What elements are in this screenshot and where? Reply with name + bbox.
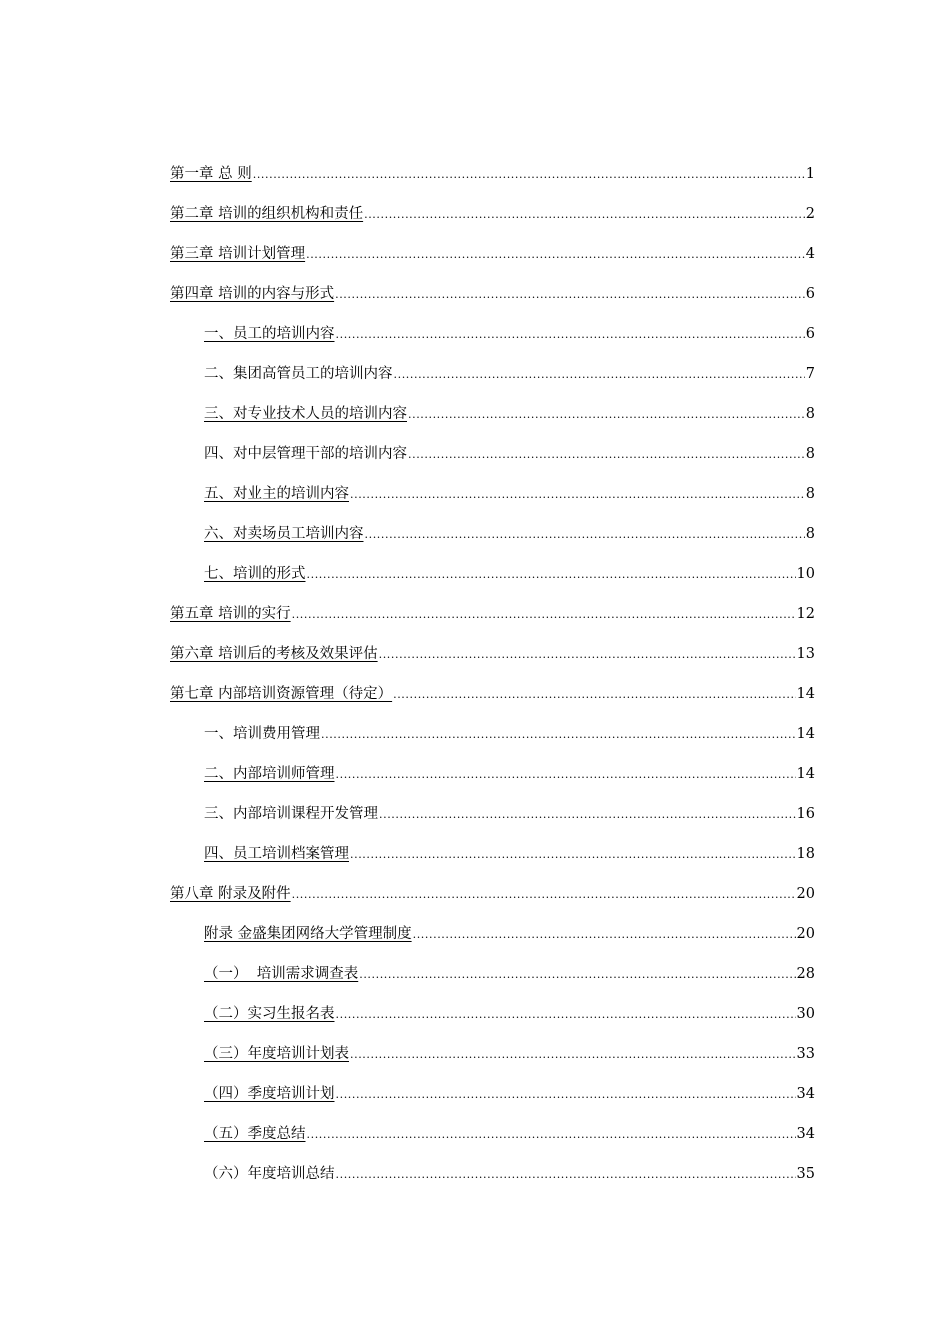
toc-entry[interactable] xyxy=(170,404,815,444)
toc-entry-label[interactable]: 五、对业主的培训内容 xyxy=(204,486,349,502)
toc-dot-leader xyxy=(394,365,805,385)
toc-page-number: 14 xyxy=(796,686,815,702)
toc-entry[interactable] xyxy=(170,1084,815,1124)
toc-page-number: 7 xyxy=(805,366,815,382)
toc-entry-label[interactable]: 第八章 附录及附件 xyxy=(170,886,291,902)
toc-page-number: 8 xyxy=(805,446,815,462)
toc-dot-leader xyxy=(307,565,796,585)
toc-entry[interactable] xyxy=(170,164,815,204)
toc-entry-label[interactable]: 七、培训的形式 xyxy=(204,566,306,582)
toc-entry-label[interactable]: 三、对专业技术人员的培训内容 xyxy=(204,406,407,422)
toc-entry-label[interactable]: 附录 金盛集团网络大学管理制度 xyxy=(204,926,412,942)
toc-dot-leader xyxy=(336,765,796,785)
toc-entry[interactable] xyxy=(170,1044,815,1084)
toc-entry[interactable] xyxy=(170,324,815,364)
toc-page-number: 14 xyxy=(796,766,815,782)
toc-page-number: 8 xyxy=(805,526,815,542)
toc-dot-leader xyxy=(359,965,795,985)
toc-page-number: 28 xyxy=(796,966,815,982)
toc-dot-leader xyxy=(379,645,796,665)
toc-dot-leader xyxy=(408,445,805,465)
toc-page-number: 14 xyxy=(796,726,815,742)
toc-dot-leader xyxy=(253,165,805,185)
toc-entry[interactable] xyxy=(170,1004,815,1044)
toc-entry[interactable] xyxy=(170,204,815,244)
toc-entry[interactable] xyxy=(170,1124,815,1164)
toc-entry[interactable] xyxy=(170,964,815,1004)
table-of-contents xyxy=(170,164,815,1204)
toc-page-number: 4 xyxy=(805,246,815,262)
toc-page-number: 20 xyxy=(796,886,815,902)
toc-entry-label[interactable]: 第六章 培训后的考核及效果评估 xyxy=(170,646,378,662)
toc-entry-label[interactable]: 四、员工培训档案管理 xyxy=(204,846,349,862)
toc-entry[interactable] xyxy=(170,884,815,924)
toc-page-number: 8 xyxy=(805,406,815,422)
toc-entry[interactable] xyxy=(170,244,815,284)
toc-entry[interactable] xyxy=(170,524,815,564)
toc-entry-label[interactable]: 第一章 总 则 xyxy=(170,166,252,182)
toc-page-number: 33 xyxy=(796,1046,815,1062)
toc-page-number: 35 xyxy=(796,1166,815,1182)
toc-entry[interactable] xyxy=(170,1164,815,1204)
toc-page-number: 16 xyxy=(796,806,815,822)
toc-dot-leader xyxy=(350,485,805,505)
toc-dot-leader xyxy=(364,205,805,225)
toc-entry-label[interactable]: （一） 培训需求调查表 xyxy=(204,966,359,982)
toc-entry-label[interactable]: 三、内部培训课程开发管理 xyxy=(204,806,378,822)
toc-entry[interactable] xyxy=(170,364,815,404)
toc-page-number: 2 xyxy=(805,206,815,222)
toc-entry[interactable] xyxy=(170,844,815,884)
toc-dot-leader xyxy=(306,245,805,265)
toc-entry[interactable] xyxy=(170,924,815,964)
toc-entry[interactable] xyxy=(170,444,815,484)
toc-page-number: 13 xyxy=(796,646,815,662)
toc-entry-label[interactable]: （二）实习生报名表 xyxy=(204,1006,335,1022)
toc-entry-label[interactable]: （三）年度培训计划表 xyxy=(204,1046,349,1062)
toc-entry-label[interactable]: （四）季度培训计划 xyxy=(204,1086,335,1102)
toc-page-number: 34 xyxy=(796,1086,815,1102)
toc-dot-leader xyxy=(379,805,796,825)
toc-entry[interactable] xyxy=(170,564,815,604)
toc-dot-leader xyxy=(336,325,805,345)
toc-page-number: 18 xyxy=(796,846,815,862)
toc-entry[interactable] xyxy=(170,604,815,644)
toc-entry-label[interactable]: 二、内部培训师管理 xyxy=(204,766,335,782)
toc-entry-label[interactable]: 第二章 培训的组织机构和责任 xyxy=(170,206,364,222)
toc-entry-label[interactable]: 二、集团高管员工的培训内容 xyxy=(204,366,393,382)
toc-page-number: 6 xyxy=(805,286,815,302)
toc-entry[interactable] xyxy=(170,804,815,844)
toc-entry[interactable] xyxy=(170,684,815,724)
toc-dot-leader xyxy=(336,1005,796,1025)
toc-page-number: 8 xyxy=(805,486,815,502)
toc-dot-leader xyxy=(413,925,796,945)
toc-entry-label[interactable]: （五）季度总结 xyxy=(204,1126,306,1142)
toc-entry-label[interactable]: 一、员工的培训内容 xyxy=(204,326,335,342)
toc-entry-label[interactable]: 一、培训费用管理 xyxy=(204,726,320,742)
toc-entry[interactable] xyxy=(170,284,815,324)
toc-page-number: 6 xyxy=(805,326,815,342)
toc-dot-leader xyxy=(292,885,796,905)
toc-dot-leader xyxy=(350,1045,796,1065)
toc-page-number: 1 xyxy=(805,166,815,182)
toc-page-number: 30 xyxy=(796,1006,815,1022)
toc-entry[interactable] xyxy=(170,644,815,684)
toc-dot-leader xyxy=(292,605,796,625)
toc-entry[interactable] xyxy=(170,724,815,764)
toc-entry-label[interactable]: 六、对卖场员工培训内容 xyxy=(204,526,364,542)
toc-dot-leader xyxy=(321,725,796,745)
toc-entry-label[interactable]: 四、对中层管理干部的培训内容 xyxy=(204,446,407,462)
toc-page-number: 20 xyxy=(796,926,815,942)
toc-dot-leader xyxy=(350,845,796,865)
toc-entry[interactable] xyxy=(170,764,815,804)
toc-entry-label[interactable]: 第四章 培训的内容与形式 xyxy=(170,286,335,302)
toc-page-number: 10 xyxy=(796,566,815,582)
toc-dot-leader xyxy=(307,1125,796,1145)
toc-entry-label[interactable]: 第三章 培训计划管理 xyxy=(170,246,306,262)
toc-entry[interactable] xyxy=(170,484,815,524)
toc-entry-label[interactable]: （六）年度培训总结 xyxy=(204,1166,335,1182)
toc-page-number: 12 xyxy=(796,606,815,622)
toc-entry-label[interactable]: 第五章 培训的实行 xyxy=(170,606,291,622)
toc-dot-leader xyxy=(336,1085,796,1105)
toc-page-number: 34 xyxy=(796,1126,815,1142)
toc-entry-label[interactable]: 第七章 内部培训资源管理（待定） xyxy=(170,686,393,702)
toc-dot-leader xyxy=(393,685,795,705)
toc-dot-leader xyxy=(365,525,805,545)
toc-dot-leader xyxy=(336,1165,796,1185)
toc-dot-leader xyxy=(335,285,805,305)
toc-dot-leader xyxy=(408,405,805,425)
